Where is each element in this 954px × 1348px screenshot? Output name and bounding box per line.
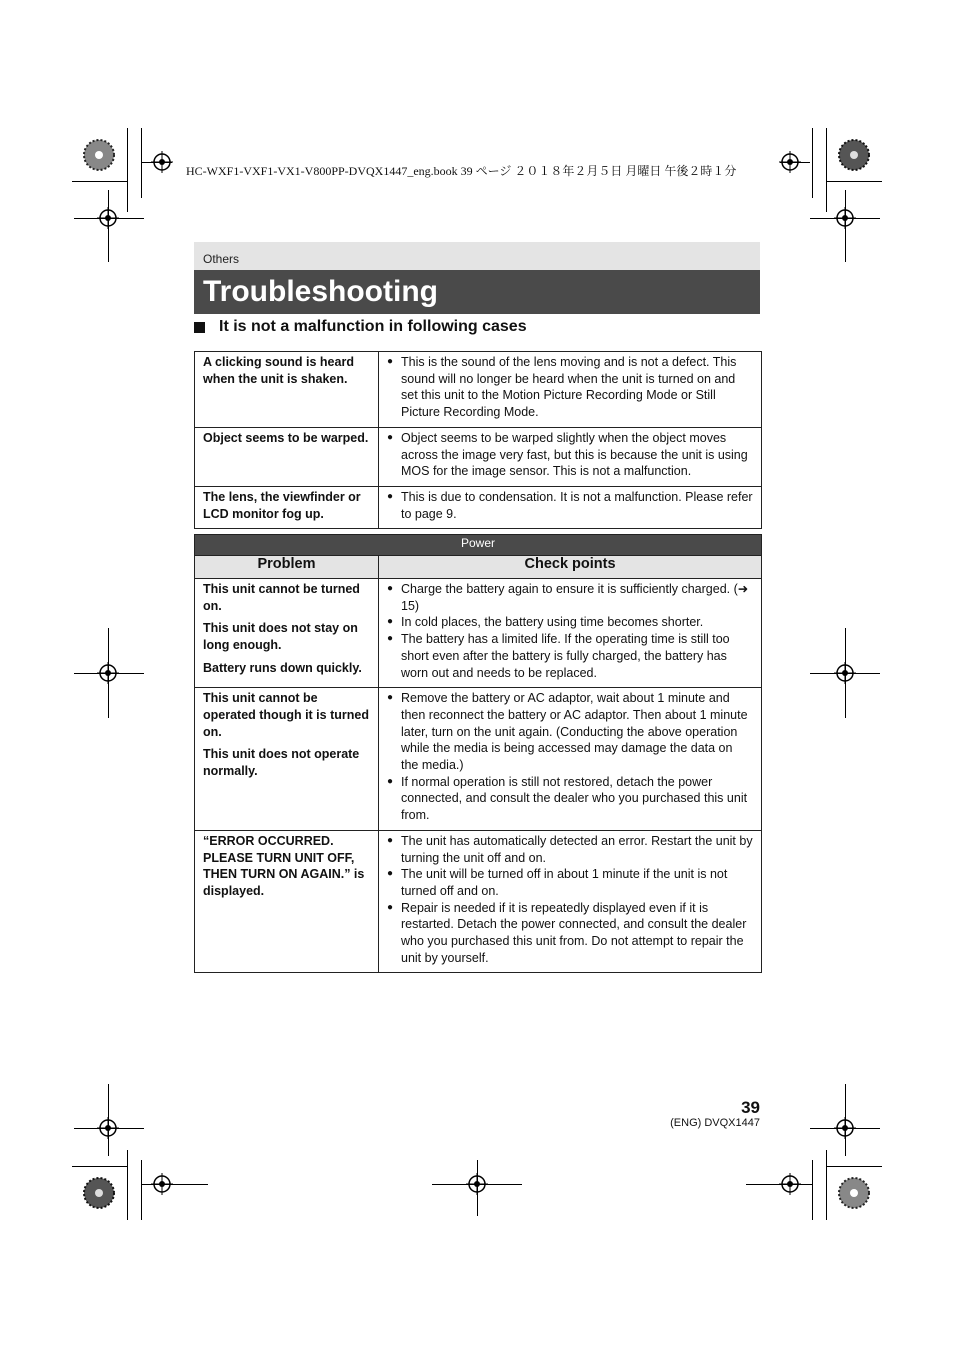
table-row: [195, 830, 762, 973]
check-item: ● Repair is needed if it is repeatedly displayed even if it is restarted. Detach the power connected, and consult the dealer who you purchased this unit from. Do not attempt to repair the unit by yourself.: [387, 900, 753, 967]
check-item: ● Remove the battery or AC adaptor, wait about 1 minute and then reconnect the battery or AC adaptor. Then about 1 minute later, turn on the unit again. (Conducting the above operation while the media is being accessed may damage the data on the media.): [387, 690, 753, 774]
power-table-header: Power: [195, 535, 762, 556]
malfunction-table: [194, 351, 762, 529]
page-number: 39: [741, 1098, 760, 1117]
print-header: HC-WXF1-VXF1-VX1-V800PP-DVQX1447_eng.book 39 ページ ２０１８年２月５日 月曜日 午後２時１分: [186, 164, 737, 178]
square-bullet-icon: [194, 322, 205, 333]
page-title: Troubleshooting: [194, 270, 760, 314]
problem-cell: [195, 352, 379, 428]
check-item: ● Object seems to be warped slightly when the object moves across the image very fast, but this is because the unit is using MOS for the image sensor. This is not a malfunction.: [387, 430, 753, 480]
check-cell: [379, 486, 762, 528]
check-item: ● The battery has a limited life. If the operating time is still too short even after the battery is fully charged, the battery has worn out and needs to be replaced.: [387, 631, 753, 681]
table-row: [195, 427, 762, 486]
power-table: [194, 534, 762, 973]
problem-text: This unit cannot be turned on.: [203, 582, 360, 613]
check-item: ● The unit has automatically detected an error. Restart the unit by turning the unit off and on.: [387, 833, 753, 866]
problem-text: The lens, the viewfinder or LCD monitor fog up.: [203, 489, 361, 521]
subheading: [194, 318, 527, 336]
section-label: Others: [194, 242, 760, 270]
problem-text: “ERROR OCCURRED. PLEASE TURN UNIT OFF, THEN TURN ON AGAIN.” is displayed.: [203, 833, 365, 898]
problem-text: This unit does not stay on long enough.: [203, 621, 358, 653]
column-header-problem: Problem: [195, 556, 379, 579]
registration-mark-icon: [836, 1175, 872, 1211]
problem-text: Object seems to be warped.: [203, 430, 369, 445]
table-row: [195, 486, 762, 528]
problem-text: This unit cannot be operated though it is turned on.: [203, 691, 369, 739]
registration-mark-icon: [81, 1175, 117, 1211]
problem-cell: [195, 427, 379, 486]
check-cell: [379, 579, 762, 688]
check-cell: [379, 352, 762, 428]
problem-cell: [195, 688, 379, 831]
check-item: ● Charge the battery again to ensure it is sufficiently charged. (➜ 15): [387, 581, 753, 614]
registration-mark-icon: [836, 137, 872, 173]
column-header-check-points: Check points: [379, 556, 762, 579]
check-item: ● This is due to condensation. It is not a malfunction. Please refer to page 9.: [387, 489, 753, 522]
problem-text: This unit does not operate normally.: [203, 747, 360, 779]
check-item: ● If normal operation is still not restored, detach the power connected, and consult the dealer who you purchased this unit from.: [387, 774, 753, 824]
subheading-text: It is not a malfunction in following cases: [219, 318, 527, 335]
problem-text: A clicking sound is heard when the unit is shaken.: [203, 355, 354, 386]
table-row: [195, 688, 762, 831]
problem-text: Battery runs down quickly.: [203, 660, 362, 675]
check-item: ● In cold places, the battery using time becomes shorter.: [387, 614, 753, 631]
check-item: ● This is the sound of the lens moving and is not a defect. This sound will no longer be heard when the unit is turned on and set this unit to the Motion Picture Recording Mode or Still Picture Recording Mode.: [387, 354, 753, 421]
table-row: [195, 579, 762, 688]
check-item: ● The unit will be turned off in about 1 minute if the unit is not turned off and on.: [387, 866, 753, 899]
table-row: [195, 352, 762, 428]
problem-cell: [195, 579, 379, 688]
problem-cell: [195, 830, 379, 973]
problem-cell: [195, 486, 379, 528]
registration-mark-icon: [81, 137, 117, 173]
check-cell: [379, 688, 762, 831]
check-cell: [379, 830, 762, 973]
check-cell: [379, 427, 762, 486]
model-code: (ENG) DVQX1447: [670, 1117, 760, 1129]
